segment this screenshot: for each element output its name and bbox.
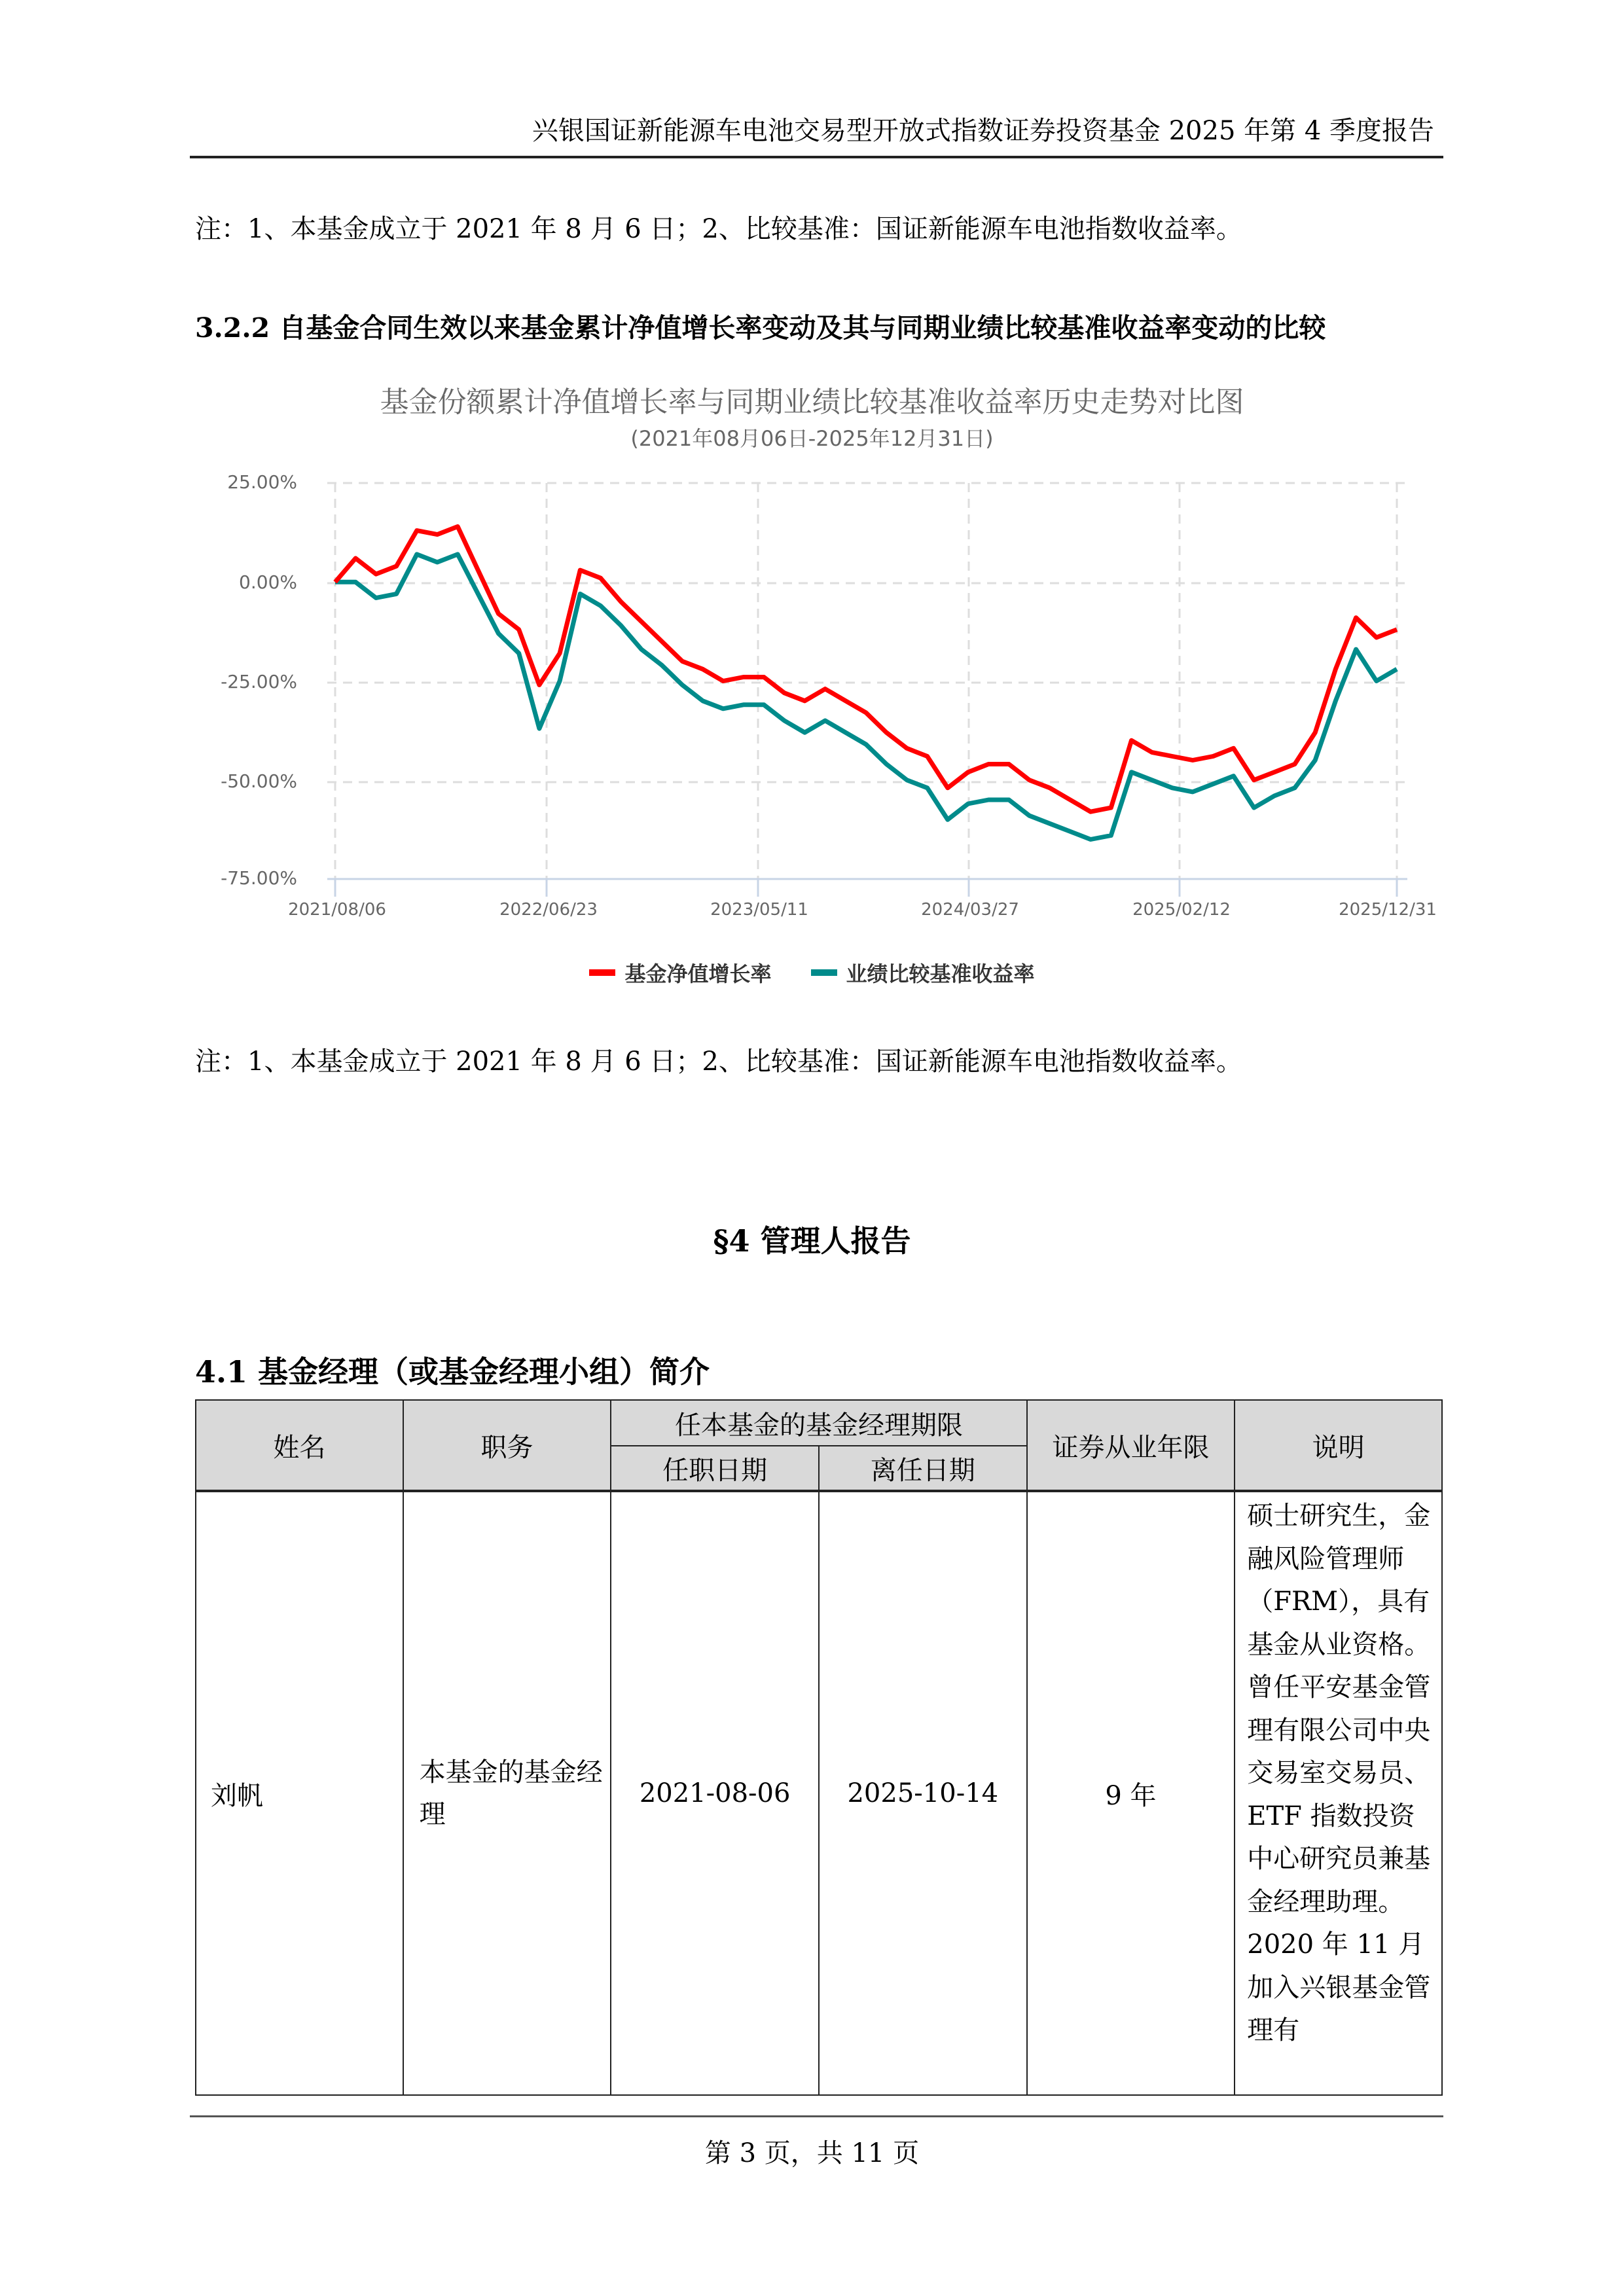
- y-tick: 25.00%: [227, 471, 297, 493]
- header-years: 证券从业年限: [1027, 1400, 1235, 1491]
- page-number: 第 3 页，共 11 页: [704, 2138, 920, 2168]
- cell-end-date: 2025-10-14: [819, 1491, 1027, 2095]
- note-bottom: 注：1、本基金成立于 2021 年 8 月 6 日；2、比较基准：国证新能源车电池指数收益率。: [195, 1047, 1242, 1077]
- header-position: 职务: [403, 1400, 611, 1491]
- cell-position: 本基金的基金经理: [403, 1491, 611, 2095]
- y-tick: -25.00%: [221, 671, 297, 692]
- chart-subtitle: (2021年08月06日-2025年12月31日): [630, 426, 994, 451]
- legend-swatch-teal-icon: [811, 969, 837, 976]
- cell-name: 刘帆: [196, 1491, 403, 2095]
- fund-manager-table: [195, 1399, 1443, 2096]
- x-axis-labels: [288, 900, 1437, 920]
- section-4-title: §4 管理人报告: [713, 1223, 911, 1259]
- legend-label-fund: 基金净值增长率: [624, 961, 772, 986]
- x-tick: 2025/02/12: [1132, 900, 1231, 920]
- y-tick: 0.00%: [239, 571, 297, 593]
- cell-years: 9 年: [1027, 1491, 1235, 2095]
- fund-nav-growth-line: [335, 527, 1397, 812]
- cell-start-date: 2021-08-06: [611, 1491, 819, 2095]
- chart-gridlines: [327, 483, 1407, 879]
- y-axis-labels: [221, 471, 297, 889]
- benchmark-return-line: [335, 554, 1397, 840]
- y-tick: -75.00%: [221, 867, 297, 889]
- header-start-date: 任职日期: [611, 1446, 819, 1491]
- header-description: 说明: [1235, 1400, 1442, 1491]
- note-top: 注：1、本基金成立于 2021 年 8 月 6 日；2、比较基准：国证新能源车电池指数收益率。: [195, 214, 1242, 244]
- x-tick: 2023/05/11: [710, 900, 808, 920]
- section-3-2-2-heading: 3.2.2 自基金合同生效以来基金累计净值增长率变动及其与同期业绩比较基准收益率变动的比较: [195, 312, 1326, 344]
- line-chart: [0, 0, 1624, 956]
- table-row: [196, 1491, 1442, 2095]
- x-tick: 2022/06/23: [499, 900, 598, 920]
- x-axis: [327, 879, 1407, 897]
- report-header-title: 兴银国证新能源车电池交易型开放式指数证券投资基金 2025 年第 4 季度报告: [532, 116, 1434, 146]
- y-tick: -50.00%: [221, 770, 297, 792]
- footer-divider: [190, 2115, 1443, 2117]
- legend-label-benchmark: 业绩比较基准收益率: [846, 961, 1035, 986]
- header-term-group: 任本基金的基金经理期限: [611, 1400, 1026, 1446]
- header-end-date: 离任日期: [819, 1446, 1027, 1491]
- legend-swatch-red-icon: [589, 969, 615, 976]
- section-4-1-heading: 4.1 基金经理（或基金经理小组）简介: [195, 1354, 710, 1390]
- cell-description: 硕士研究生，金融风险管理师（FRM），具有基金从业资格。曾任平安基金管理有限公司中央交易室交易员、ETF 指数投资中心研究员兼基金经理助理。2020 年 11 月加入兴银基金管理有: [1235, 1491, 1442, 2095]
- header-name: 姓名: [196, 1400, 403, 1491]
- legend-item-benchmark[interactable]: [811, 958, 1035, 988]
- x-tick: 2021/08/06: [288, 900, 386, 920]
- chart-title: 基金份额累计净值增长率与同期业绩比较基准收益率历史走势对比图: [380, 386, 1244, 419]
- chart-legend: [0, 958, 1624, 988]
- x-tick: 2024/03/27: [921, 900, 1019, 920]
- legend-item-fund[interactable]: [589, 958, 771, 988]
- x-tick: 2025/12/31: [1339, 900, 1437, 920]
